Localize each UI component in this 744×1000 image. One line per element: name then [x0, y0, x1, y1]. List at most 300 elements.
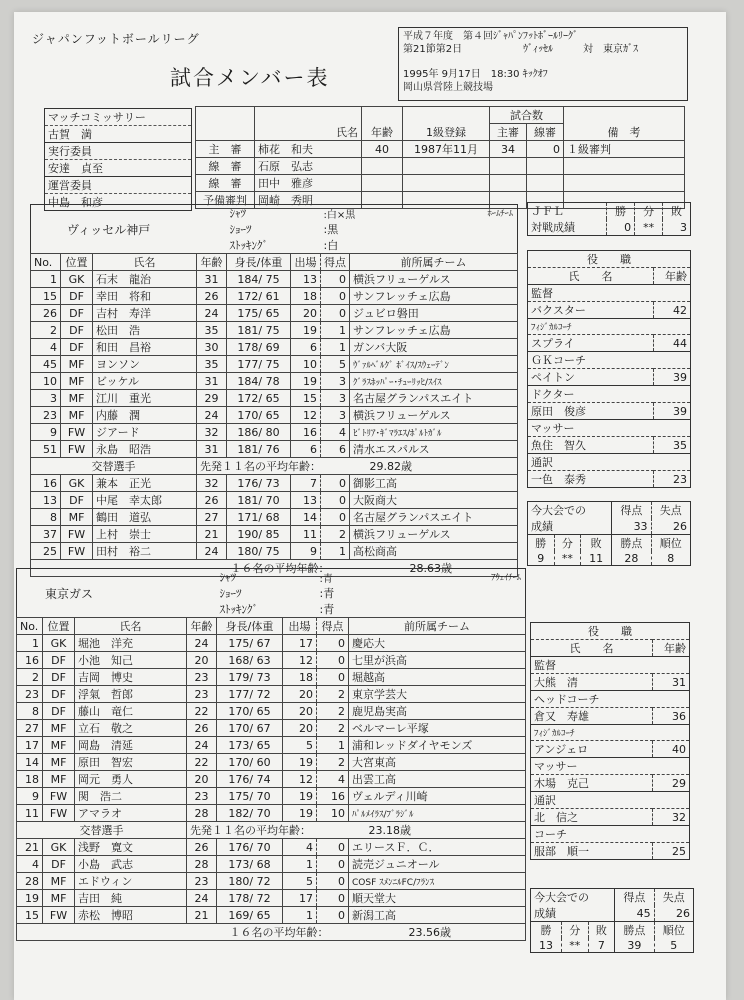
staff-role: ドクター: [528, 386, 691, 403]
player-name: ビッケル: [93, 373, 197, 390]
player-pos: FW: [43, 805, 75, 822]
losses: 7: [588, 938, 615, 953]
player-hw: 176/ 74: [217, 771, 283, 788]
player-prev: 御影工高: [350, 475, 518, 492]
player-hw: 181/ 76: [227, 441, 291, 458]
rank-label: 順位: [651, 535, 690, 552]
player-apps: 13: [291, 271, 321, 288]
player-age: 32: [197, 424, 227, 441]
player-hw: 170/ 65: [217, 703, 283, 720]
player-no: 9: [31, 424, 61, 441]
commissioner-name: 古賀 満: [45, 126, 192, 143]
player-name: 幸田 将和: [93, 288, 197, 305]
staff-role: ヘッドコーチ: [531, 691, 690, 708]
player-goals: 10: [317, 805, 349, 822]
ref-role: 主 審: [196, 141, 255, 158]
player-no: 15: [17, 907, 43, 924]
staff-person-row: [531, 674, 690, 691]
player-name: 江川 重光: [93, 390, 197, 407]
gf-label: 得点: [612, 502, 651, 519]
staff-role: マッサー: [528, 420, 691, 437]
staff-age: 39: [654, 403, 691, 420]
staff-age: 36: [653, 708, 690, 725]
away-subs-label: 交替選手: [17, 822, 187, 839]
player-no: 21: [17, 839, 43, 856]
player-prev: 大阪商大: [350, 492, 518, 509]
player-pos: MF: [61, 356, 93, 373]
draws: **: [554, 551, 581, 566]
player-pos: MF: [43, 737, 75, 754]
player-pos: MF: [61, 407, 93, 424]
staff-person-row: [531, 708, 690, 725]
home-all-avg-label: １６名の平均年齢：: [31, 560, 350, 577]
player-pos: DF: [43, 686, 75, 703]
ref-role: 予備審判: [196, 192, 255, 209]
player-age: 24: [187, 635, 217, 652]
player-row: [31, 288, 518, 305]
away-socks: :青: [319, 603, 335, 616]
player-hw: 184/ 78: [227, 373, 291, 390]
player-goals: 1: [317, 737, 349, 754]
player-age: 22: [187, 754, 217, 771]
player-apps: 5: [283, 737, 317, 754]
staff-person-row: [528, 471, 691, 488]
player-prev: ヴェルディ川崎: [349, 788, 526, 805]
player-prev: サンフレッチェ広島: [350, 288, 518, 305]
staff-role-row: [531, 691, 690, 708]
player-hw: 170/ 67: [217, 720, 283, 737]
away-season-record: [530, 888, 694, 953]
player-hw: 171/ 68: [227, 509, 291, 526]
staff-role-row: [528, 285, 691, 302]
player-hw: 175/ 70: [217, 788, 283, 805]
player-age: 21: [197, 526, 227, 543]
jfl-loss-label: 敗: [663, 203, 691, 220]
player-age: 26: [197, 288, 227, 305]
player-prev: 東京学芸大: [349, 686, 526, 703]
ref-header-main: 主審: [490, 124, 527, 141]
player-no: 8: [31, 509, 61, 526]
player-row: [17, 703, 526, 720]
ref-header-name: 氏名: [255, 107, 362, 141]
player-pos: MF: [43, 754, 75, 771]
staff-role-row: [528, 454, 691, 471]
player-apps: 9: [291, 543, 321, 560]
player-row: [17, 669, 526, 686]
kickoff-datetime: 1995年 9月17日 18:30 ｷｯｸｵﾌ: [403, 69, 548, 80]
player-apps: 1: [283, 907, 317, 924]
player-goals: 0: [317, 839, 349, 856]
player-apps: 17: [283, 635, 317, 652]
staff-age: 42: [654, 302, 691, 319]
staff-role-row: [531, 792, 690, 809]
player-pos: DF: [61, 339, 93, 356]
round-label: 第21節第2日: [403, 44, 463, 55]
col-goals: 得点: [321, 254, 350, 271]
player-goals: 0: [317, 856, 349, 873]
player-hw: 180/ 72: [217, 873, 283, 890]
player-hw: 181/ 70: [227, 492, 291, 509]
staff-name: 北 信之: [531, 809, 653, 826]
player-hw: 182/ 70: [217, 805, 283, 822]
staff-name: アンジェロ: [531, 741, 653, 758]
player-name: 和田 昌裕: [93, 339, 197, 356]
staff-role: 監督: [528, 285, 691, 302]
player-hw: 170/ 65: [227, 407, 291, 424]
player-apps: 10: [291, 356, 321, 373]
home-starters-avg-label: 先発１１名の平均年齢：: [197, 458, 350, 475]
col-apps: 出場: [283, 618, 317, 635]
player-no: 2: [31, 322, 61, 339]
player-row: [31, 424, 518, 441]
staff-name: バクスター: [528, 302, 654, 319]
player-hw: 179/ 73: [217, 669, 283, 686]
losses-label: 敗: [581, 535, 612, 552]
home-socks: :白: [323, 239, 339, 252]
player-apps: 20: [283, 703, 317, 720]
staff-role: ＧＫコーチ: [528, 352, 691, 369]
player-goals: 4: [317, 771, 349, 788]
home-shorts: :黒: [323, 223, 339, 236]
player-age: 24: [197, 305, 227, 322]
player-no: 51: [31, 441, 61, 458]
player-age: 20: [187, 771, 217, 788]
player-name: 浅野 寛文: [75, 839, 187, 856]
player-goals: 2: [317, 686, 349, 703]
player-name: 中尾 幸太郎: [93, 492, 197, 509]
player-apps: 18: [291, 288, 321, 305]
staff-role: 監督: [531, 657, 690, 674]
player-no: 26: [31, 305, 61, 322]
player-prev: ジュビロ磐田: [350, 305, 518, 322]
goals-for: 45: [615, 905, 654, 922]
season-label: 平成７年度 第４回ｼﾞｬﾊﾟﾝﾌｯﾄﾎﾞｰﾙﾘｰｸﾞ: [403, 31, 578, 42]
player-no: 23: [17, 686, 43, 703]
player-goals: 0: [317, 890, 349, 907]
player-pos: GK: [61, 271, 93, 288]
player-no: 13: [31, 492, 61, 509]
away-starters-avg-label: 先発１１名の平均年齢：: [187, 822, 349, 839]
staff-role: ﾌｨｼﾞｶﾙｺｰﾁ: [528, 319, 691, 335]
col-prev: 前所属チーム: [350, 254, 518, 271]
draws: **: [562, 938, 589, 953]
col-hw: 身長/体重: [217, 618, 283, 635]
player-row: [31, 543, 518, 560]
player-age: 28: [187, 856, 217, 873]
player-goals: 0: [317, 907, 349, 924]
col-pos: 位置: [43, 618, 75, 635]
player-no: 28: [17, 873, 43, 890]
player-name: ヨンソン: [93, 356, 197, 373]
player-no: 4: [17, 856, 43, 873]
player-goals: 2: [321, 526, 350, 543]
player-row: [17, 856, 526, 873]
player-no: 45: [31, 356, 61, 373]
away-team-tag: ｱｳｪｲﾁｰﾑ: [491, 573, 521, 583]
staff-role: 通訳: [528, 454, 691, 471]
player-name: 原田 智宏: [75, 754, 187, 771]
player-no: 23: [31, 407, 61, 424]
player-pos: DF: [43, 856, 75, 873]
player-goals: 0: [321, 288, 350, 305]
staff-person-row: [531, 741, 690, 758]
player-no: 1: [31, 271, 61, 288]
staff-role-row: [528, 352, 691, 369]
staff-name: 倉又 寿雄: [531, 708, 653, 725]
player-apps: 15: [291, 390, 321, 407]
player-hw: 178/ 69: [227, 339, 291, 356]
player-pos: MF: [43, 771, 75, 788]
staff-role-row: [528, 386, 691, 403]
player-apps: 11: [291, 526, 321, 543]
player-row: [17, 652, 526, 669]
jfl-record-label: 対戦成績: [531, 221, 575, 234]
staff-age: 39: [654, 369, 691, 386]
staff-age: 31: [653, 674, 690, 691]
player-apps: 20: [291, 305, 321, 322]
player-prev: 読売ジュニオール: [349, 856, 526, 873]
col-no: No.: [17, 618, 43, 635]
shirt-label: ｼｬﾂ: [219, 571, 236, 584]
col-name: 氏名: [75, 618, 187, 635]
record-label: 今大会での: [534, 891, 589, 904]
player-pos: GK: [61, 475, 93, 492]
player-no: 16: [17, 652, 43, 669]
player-pos: FW: [61, 526, 93, 543]
player-age: 24: [187, 890, 217, 907]
col-prev: 前所属チーム: [349, 618, 526, 635]
player-prev: エリースＦ．Ｃ．: [349, 839, 526, 856]
player-hw: 181/ 75: [227, 322, 291, 339]
player-age: 24: [197, 407, 227, 424]
player-goals: 0: [321, 305, 350, 322]
player-name: 鶴田 道弘: [93, 509, 197, 526]
player-age: 31: [197, 373, 227, 390]
player-age: 23: [187, 669, 217, 686]
player-pos: DF: [61, 492, 93, 509]
player-name: 兼本 正光: [93, 475, 197, 492]
staff-name: 服部 順一: [531, 843, 653, 860]
player-prev: 横浜フリューゲルス: [350, 407, 518, 424]
jfl-head-to-head: [527, 202, 691, 236]
player-hw: 176/ 70: [217, 839, 283, 856]
away-team-table: [16, 568, 526, 941]
player-row: [31, 339, 518, 356]
wins-label: 勝: [535, 537, 547, 550]
player-goals: 4: [321, 424, 350, 441]
player-no: 4: [31, 339, 61, 356]
player-name: エドウィン: [75, 873, 187, 890]
staff-name: 大熊 清: [531, 674, 653, 691]
player-row: [17, 907, 526, 924]
col-age: 年齢: [187, 618, 217, 635]
player-goals: 2: [317, 720, 349, 737]
player-pos: MF: [43, 890, 75, 907]
player-prev: 名古屋グランパスエイト: [350, 509, 518, 526]
player-no: 16: [31, 475, 61, 492]
points-label: 勝点: [615, 922, 654, 939]
player-pos: MF: [61, 373, 93, 390]
referee-row: [196, 141, 685, 158]
player-no: 25: [31, 543, 61, 560]
player-goals: 2: [317, 754, 349, 771]
ref-header-notes: 備 考: [564, 107, 685, 141]
player-name: 浮氣 哲郎: [75, 686, 187, 703]
staff-person-row: [528, 335, 691, 352]
gf-label: 得点: [615, 889, 654, 906]
staff-age: 44: [654, 335, 691, 352]
player-hw: 177/ 75: [227, 356, 291, 373]
player-apps: 17: [283, 890, 317, 907]
player-goals: 1: [321, 322, 350, 339]
player-row: [17, 839, 526, 856]
player-row: [17, 890, 526, 907]
record-label: 今大会での: [531, 504, 586, 517]
home-all-avg: 28.63歳: [350, 560, 518, 577]
player-no: 11: [17, 805, 43, 822]
col-no: No.: [31, 254, 61, 271]
player-name: 吉田 純: [75, 890, 187, 907]
jfl-label: ＪＦＬ: [531, 205, 564, 218]
player-age: 35: [197, 356, 227, 373]
ref-line: 0: [527, 141, 564, 158]
player-prev: 堀越高: [349, 669, 526, 686]
player-pos: DF: [43, 669, 75, 686]
player-prev: 慶応大: [349, 635, 526, 652]
col-age: 年齢: [197, 254, 227, 271]
player-prev: 横浜フリューゲルス: [350, 526, 518, 543]
player-row: [17, 720, 526, 737]
staff-person-row: [531, 809, 690, 826]
player-age: 27: [197, 509, 227, 526]
home-staff-table: [527, 250, 691, 488]
ref-header-line: 線審: [527, 124, 564, 141]
ga-label: 失点: [654, 889, 693, 906]
home-team-table: [30, 204, 518, 577]
player-hw: 173/ 65: [217, 737, 283, 754]
player-prev: 横浜フリューゲルス: [350, 271, 518, 288]
player-goals: 3: [321, 373, 350, 390]
player-age: 22: [187, 703, 217, 720]
player-goals: 5: [321, 356, 350, 373]
staff-role-row: [528, 319, 691, 335]
home-subs-label: 交替選手: [31, 458, 197, 475]
staff-name: 魚住 智久: [528, 437, 654, 454]
player-row: [17, 686, 526, 703]
col-pos: 位置: [61, 254, 93, 271]
points-label: 勝点: [612, 535, 651, 552]
player-row: [31, 390, 518, 407]
player-goals: 0: [317, 652, 349, 669]
player-no: 14: [17, 754, 43, 771]
player-no: 9: [17, 788, 43, 805]
player-apps: 19: [291, 322, 321, 339]
player-row: [31, 271, 518, 288]
player-no: 3: [31, 390, 61, 407]
player-hw: 184/ 75: [227, 271, 291, 288]
player-hw: 168/ 63: [217, 652, 283, 669]
staff-role: マッサー: [531, 758, 690, 775]
player-pos: GK: [43, 839, 75, 856]
player-no: 37: [31, 526, 61, 543]
player-row: [31, 373, 518, 390]
staff-person-row: [531, 843, 690, 860]
points: 28: [612, 551, 651, 566]
away-starters-avg: 23.18歳: [349, 822, 526, 839]
staff-name: 木場 克己: [531, 775, 653, 792]
player-name: 立石 敬之: [75, 720, 187, 737]
home-starters-avg: 29.82歳: [350, 458, 518, 475]
operations-name: 中島 和彦: [48, 196, 103, 209]
player-prev: ガンバ大阪: [350, 339, 518, 356]
referee-table: [195, 106, 685, 209]
player-age: 23: [187, 873, 217, 890]
staff-role: ﾌｨｼﾞｶﾙｺｰﾁ: [531, 725, 690, 741]
player-age: 35: [197, 322, 227, 339]
player-age: 31: [197, 441, 227, 458]
ref-name: 田中 雅彦: [255, 175, 362, 192]
staff-age: 32: [653, 809, 690, 826]
draws-label: 分: [562, 922, 589, 939]
staff-age: 23: [654, 471, 691, 488]
executive-label: 実行委員: [45, 143, 192, 160]
staff-name: ペイトン: [528, 369, 654, 386]
player-name: 内藤 潤: [93, 407, 197, 424]
staff-person-row: [528, 369, 691, 386]
player-apps: 7: [291, 475, 321, 492]
ref-header-games: 試合数: [490, 107, 564, 124]
player-pos: DF: [61, 305, 93, 322]
player-prev: ﾊﾟﾙﾒｲﾗｽ/ﾌﾞﾗｼﾞﾙ: [349, 805, 526, 822]
player-name: 小島 武志: [75, 856, 187, 873]
player-apps: 13: [291, 492, 321, 509]
player-apps: 19: [283, 805, 317, 822]
player-goals: 3: [321, 407, 350, 424]
player-pos: FW: [61, 543, 93, 560]
home-shirt: :白×黒: [323, 209, 356, 221]
player-apps: 20: [283, 686, 317, 703]
ref-reg: 1987年11月: [403, 141, 490, 158]
player-hw: 173/ 68: [217, 856, 283, 873]
player-goals: 0: [321, 271, 350, 288]
player-name: 吉村 寿洋: [93, 305, 197, 322]
player-hw: 175/ 67: [217, 635, 283, 652]
player-row: [31, 305, 518, 322]
staff-role-row: [531, 657, 690, 674]
player-name: 藤山 竜仁: [75, 703, 187, 720]
staff-name-header: 氏 名: [531, 640, 653, 657]
wins: 13: [539, 938, 553, 952]
col-apps: 出場: [291, 254, 321, 271]
venue: 岡山県営陸上競技場: [403, 82, 493, 93]
player-prev: 大宮東高: [349, 754, 526, 771]
player-row: [31, 475, 518, 492]
commissioner-table: [44, 108, 192, 211]
staff-person-row: [528, 302, 691, 319]
player-hw: 177/ 72: [217, 686, 283, 703]
ref-main: 34: [490, 141, 527, 158]
player-pos: MF: [61, 390, 93, 407]
referee-row: [196, 158, 685, 175]
goals-for: 33: [612, 518, 651, 535]
league-name: ジャパンフットボールリーグ: [32, 32, 200, 46]
player-age: 31: [197, 271, 227, 288]
player-prev: 順天堂大: [349, 890, 526, 907]
socks-label: ｽﾄｯｷﾝｸﾞ: [219, 603, 258, 616]
player-apps: 14: [291, 509, 321, 526]
player-hw: 178/ 72: [217, 890, 283, 907]
vs-label: 対: [583, 44, 593, 55]
